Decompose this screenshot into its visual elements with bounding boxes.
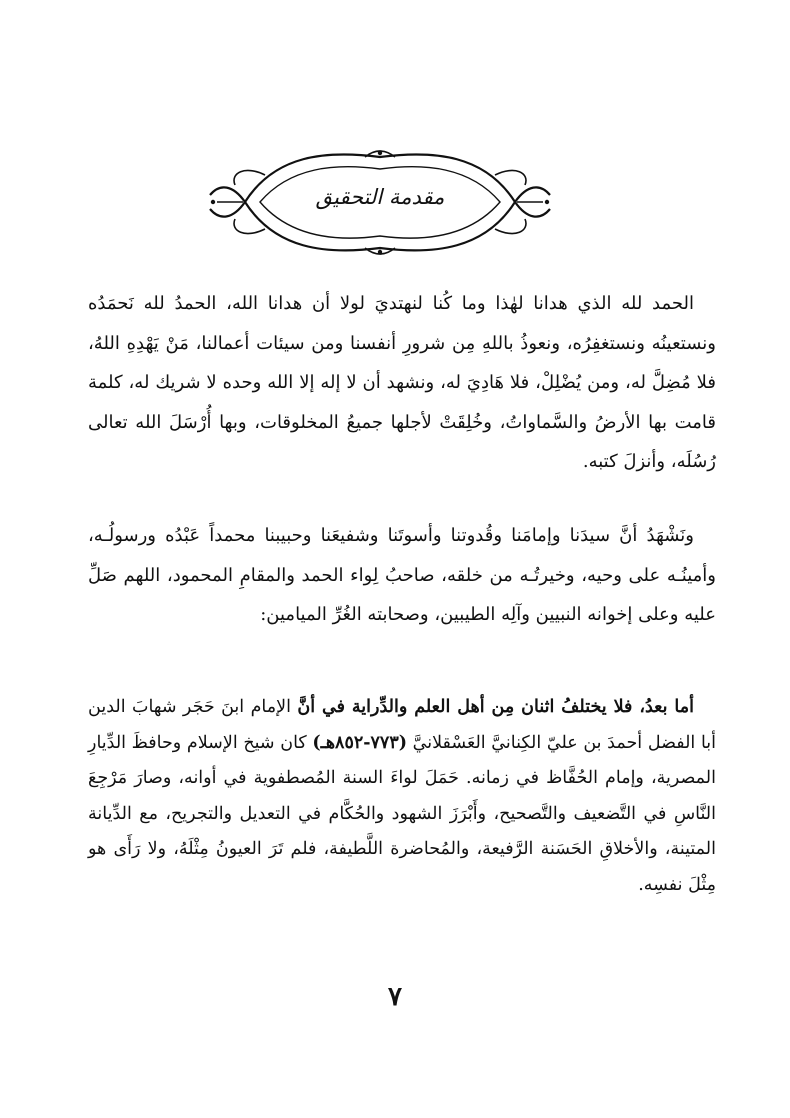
paragraph-tail: كان شيخ الإسلام وحافظَ الدِّيارِ المصرية، وإمام الحُفَّاظ في زمانه. حَمَلَ لواءَ السنة المُصطفوية في أوانه، وصارَ مَرْجِعَ النَّاسِ في التَّضعيف والتَّصحيح، وأَبْرَزَ الشهود والحُكَّام في التعديل والتجريح، مع الدِّيانة المتينة، والأخلاقِ الحَسَنة الرَّفيعة، والمُحاضرة اللَّطيفة، فلم تَرَ العيونُ مِثْلَهُ، ولا رَأَى هو مِثْلَ نفسِه. (88, 732, 716, 895)
page-number: ٧ (388, 982, 402, 1012)
shahada-paragraph (88, 516, 716, 635)
paragraph-opening: أما بعدُ، فلا يختلفُ اثنان مِن أهل العلم والدِّراية في أنَّ (297, 697, 694, 717)
section-title: مقدمة التحقيق (315, 185, 445, 209)
paragraph-name: الإمام ابنَ حَجَر شهابَ الدين أبا الفضل أحمدَ بن عليّ الكِنانيَّ العَسْقلانيَّ (88, 697, 717, 753)
title-ornament (205, 145, 555, 260)
intro-paragraph (88, 284, 716, 482)
paragraph-biography (88, 690, 716, 903)
paragraph-shahada: ونَشْهَدُ أنَّ سيدَنا وإمامَنا وقُدوتنا وأسوتَنا وشفيعَنا وحبيبنا محمداً عَبْدُه ورسولُـه، وأمينُـه على وحيه، وخيرتُـه من خلقه، صاحبُ لِواء الحمد والمقامِ المحمود، اللهم صَلِّ عليه وعلى إخوانه النبيين وآلِه الطيبين، وصحابته الغُرِّ الميامين: (88, 525, 716, 625)
paragraph-praise: الحمد لله الذي هدانا لهٰذا وما كُنا لنهتديَ لولا أن هدانا الله، الحمدُ لله نَحمَدُه ونستعينُه ونستغفِرُه، ونعوذُ باللهِ مِن شرورِ أنفسنا ومن سيئات أعمالنا، مَنْ يَهْدِهِ اللهُ، فلا مُضِلَّ له، ومن يُضْلِلْ، فلا هَادِيَ له، ونشهد أن لا إله إلا الله وحده لا شريك له، كلمة قامت بها الأرضُ والسَّماواتُ، وخُلِقَتْ لأجلها جميعُ المخلوقات، وبها أُرْسَلَ الله تعالى رُسُلَه، وأنزلَ كتبه. (88, 293, 716, 472)
paragraph-years: (٧٧٣-٨٥٢هـ) (312, 732, 407, 753)
amma-bad-paragraph (88, 690, 716, 903)
